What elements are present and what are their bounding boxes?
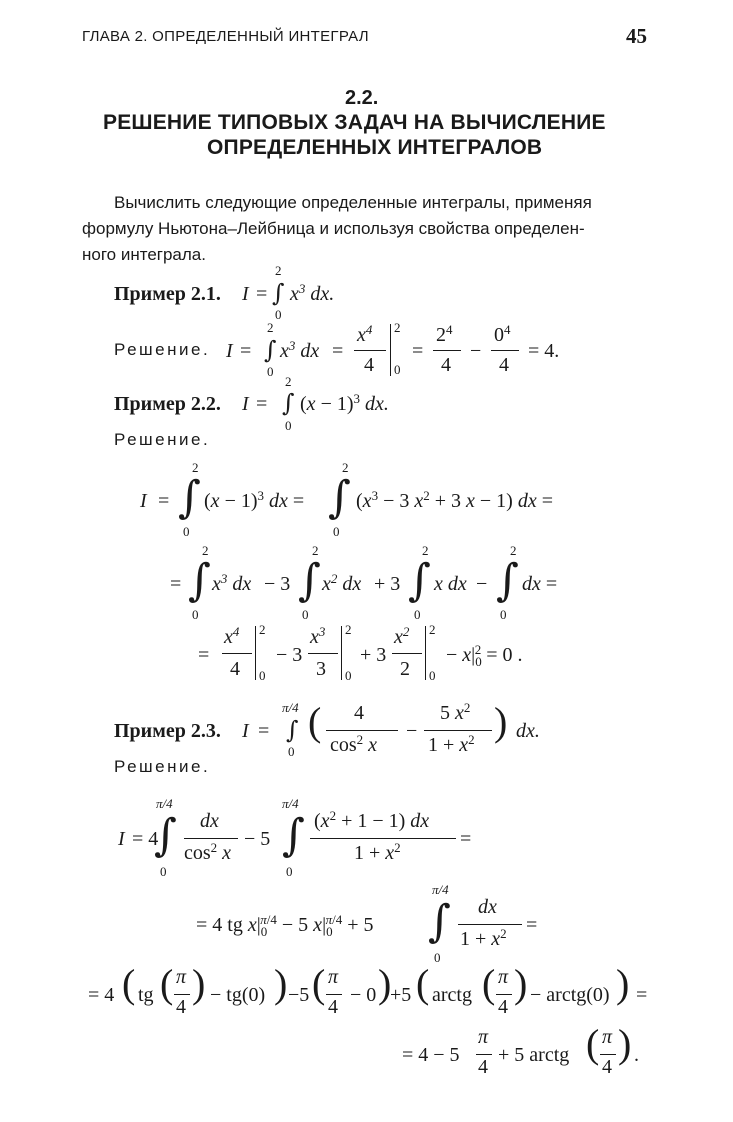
example-2-1-label: Пример 2.1. bbox=[114, 283, 221, 305]
example-2-3-solution-label: Решение. bbox=[114, 757, 211, 776]
example-2-2-solution-label: Решение. bbox=[114, 430, 211, 449]
example-2-1-solution-formula: I = 2 ∫ 0 $x^3$ dx = $x^4$ 4 2 0 = $2^4$ 4 − $0^4$ 4 = 4. bbox=[226, 320, 560, 379]
example-2-2-solution-line-2: = 2 ∫ 0 $x^3$ dx − 3 2 ∫ 0 $x^2$ dx + 3 2 ∫ 0 x dx − 2 ∫ 0 dx = bbox=[170, 543, 558, 622]
example-2-2-label: Пример 2.2. bbox=[114, 393, 221, 415]
example-2-2-solution-line-1: I = 2 ∫ 0 $(x - 1)^3$ dx = 2 ∫ 0 ($x^3 - 3$ $x^2 + 3$ x − 1) dx = bbox=[140, 460, 554, 539]
example-2-3-solution-line-3: = 4 ( tg ( π 4 ) − tg(0) ) −5 ( π 4 − 0 ) +5 ( arctg ( π 4 ) − arctg(0) ) = bbox=[88, 961, 648, 1018]
example-2-3-solution-line-1: I = 4 π/4 ∫ 0 dx $\cos^2 x$ − 5 π/4 ∫ 0 $(x^2 + 1 - 1)$ dx $1 + x^2$ = bbox=[118, 796, 472, 879]
example-2-3-formula: I = π/4 ∫ 0 ( 4 $\cos^2 x$ − 5 $x^2$ $1 + x^2$ ) dx. bbox=[242, 699, 540, 759]
intro-line-1: Вычислить следующие определенные интегралы, применяя bbox=[114, 193, 592, 212]
intro-line-3: ного интеграла. bbox=[82, 245, 206, 264]
example-2-1-solution-label: Решение. bbox=[114, 340, 211, 359]
intro-line-2: формулу Ньютона–Лейбница и используя свойства определен- bbox=[82, 219, 585, 238]
running-header: ГЛАВА 2. ОПРЕДЕЛЕННЫЙ ИНТЕГРАЛ bbox=[82, 28, 369, 45]
example-2-3-solution-line-4: = 4 − 5 π 4 + 5 arctg ( π 4 ) . bbox=[402, 1021, 639, 1078]
section-number: 2.2. bbox=[345, 87, 379, 109]
example-2-3-label: Пример 2.3. bbox=[114, 720, 221, 742]
section-title-line-1: РЕШЕНИЕ ТИПОВЫХ ЗАДАЧ НА ВЫЧИСЛЕНИЕ bbox=[103, 111, 606, 134]
section-title-line-2: ОПРЕДЕЛЕННЫХ ИНТЕГРАЛОВ bbox=[207, 136, 543, 159]
example-2-2-solution-line-3: = $x^4$ 4 2 0 − 3 $x^3$ 3 2 0 + 3 $x^2$ 2 2 0 − $x|_0^2 = 0$ . bbox=[198, 622, 523, 683]
example-2-3-solution-line-2: = 4 tg $x|_0^{\pi/4} - 5$ $x|_0^{\pi/4} + 5$ π/4 ∫ 0 dx $1 + x^2$ = bbox=[196, 882, 538, 965]
page-number: 45 bbox=[626, 24, 647, 48]
